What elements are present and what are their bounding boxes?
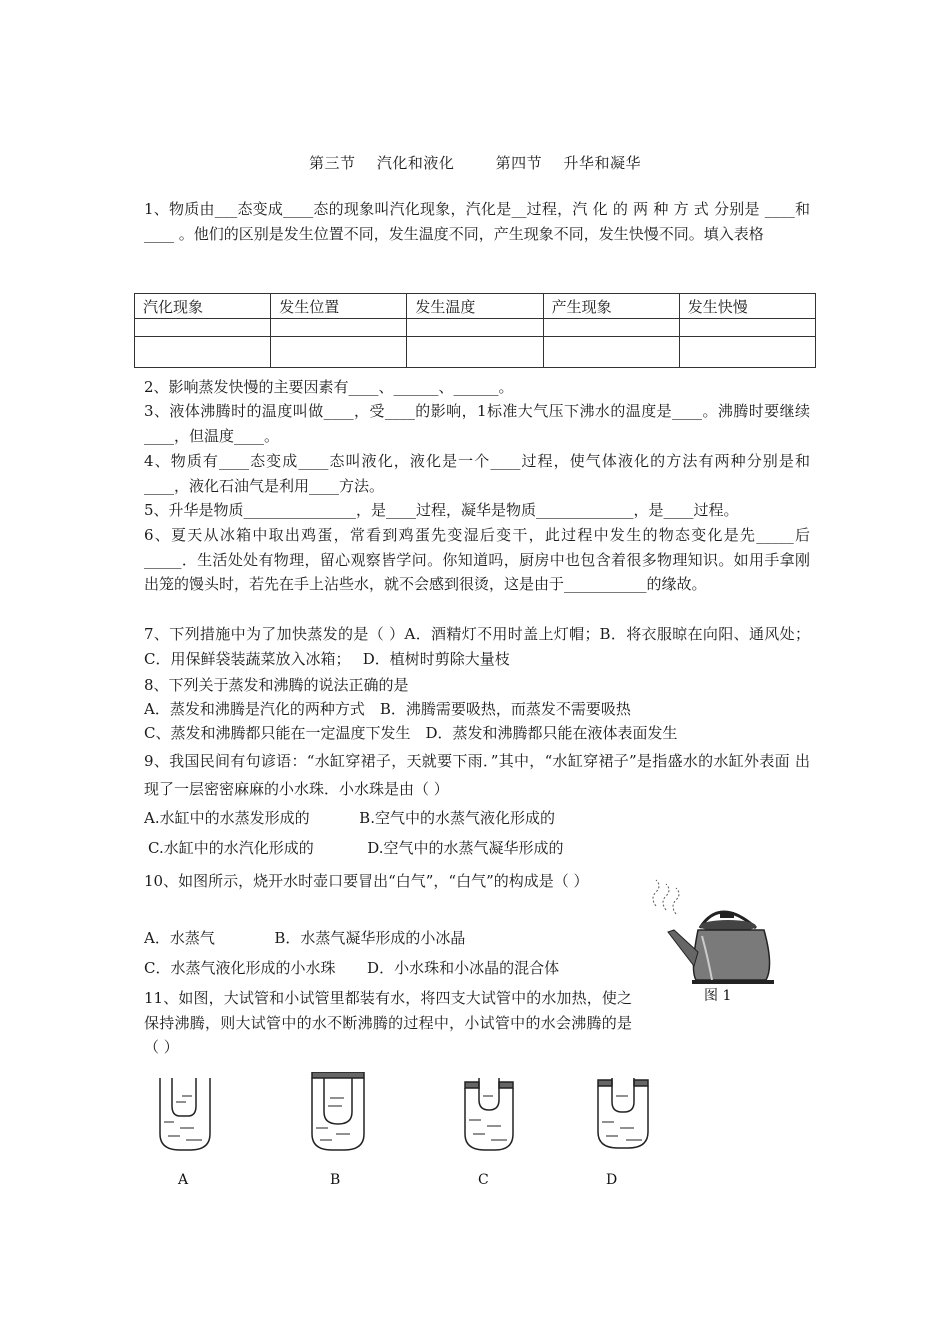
table-cell[interactable] [135, 319, 271, 337]
question-9-options-row1 [144, 806, 810, 830]
question-9-stem: 9、我国民间有句谚语：“水缸穿裙子，天就要下雨．”其中，“水缸穿裙子”是指盛水的水缸外表面 出现了一层密密麻麻的小水珠．小水珠是由（ ） [144, 752, 810, 798]
title-section3: 第三节 [309, 154, 356, 172]
question-6: 6、夏天从冰箱中取出鸡蛋，常看到鸡蛋先变湿后变干，此过程中发生的物态变化是先_____后_____．生活处处有物理，留心观察皆学问。你知道吗，厨房中也包含着很多物理知识。如用手拿刚出笼的馒头时，若先在手上沾些水，就不会感到很烫，这是由于___________的缘故。 [144, 526, 810, 593]
option-b: B．水蒸气凝华形成的小冰晶 [274, 929, 466, 947]
question-1: 1、物质由___态变成____态的现象叫汽化现象，汽化是__过程，汽 化 的 两 种 方 式 分别是 ____和____ 。他们的区别是发生位置不同，发生温度不同，产生现象不同，发生快慢不同。填入表格 [144, 200, 810, 243]
table-cell[interactable] [679, 337, 815, 368]
label-d: D [606, 1172, 618, 1188]
question-5: 5、升华是物质_______________，是____过程，凝华是物质_____________，是____过程。 [144, 501, 739, 519]
option-d: D.空气中的水蒸气凝华形成的 [367, 839, 564, 857]
option-d: D．小水珠和小冰晶的混合体 [367, 959, 560, 977]
table-cell[interactable] [407, 337, 543, 368]
title-topic2: 升华和凝华 [563, 154, 641, 172]
option-a: A.水缸中的水蒸发形成的 [144, 809, 310, 827]
table-header: 发生快慢 [679, 294, 815, 319]
question-11-stem: 11、如图，大试管和小试管里都装有水，将四支大试管中的水加热，使之保持沸腾，则大试管中的水不断沸腾的过程中，小试管中的水会沸腾的是（ ） [144, 989, 632, 1056]
vaporization-table [134, 293, 816, 368]
figure-caption: 图 1 [704, 988, 732, 1004]
option-a: A．水蒸气 [144, 929, 215, 947]
label-c: C [478, 1172, 489, 1188]
apparatus-a [160, 1078, 210, 1150]
title-topic1: 汽化和液化 [376, 154, 455, 172]
question-8-line1: A．蒸发和沸腾是汽化的两种方式 B．沸腾需要吸热，而蒸发不需要吸热 [144, 700, 631, 718]
test-tube-diagrams [150, 1072, 670, 1192]
option-c: C．水蒸气液化形成的小水珠 [144, 959, 336, 977]
kettle-figure [642, 876, 782, 1006]
table-cell[interactable] [543, 319, 679, 337]
question-9-options-row2 [148, 836, 814, 860]
apparatus-c [465, 1078, 513, 1150]
title-section4: 第四节 [495, 154, 543, 172]
table-cell[interactable] [271, 337, 407, 368]
table-header: 发生位置 [271, 294, 407, 319]
page-title [0, 152, 950, 173]
question-3: 3、液体沸腾时的温度叫做____，受____的影响，1标准大气压下沸水的温度是____。沸腾时要继续____，但温度____。 [144, 402, 810, 445]
label-b: B [330, 1172, 341, 1188]
table-cell[interactable] [543, 337, 679, 368]
apparatus-b [312, 1072, 364, 1150]
table-cell[interactable] [407, 319, 543, 337]
question-8-line2: C、蒸发和沸腾都只能在一定温度下发生 D．蒸发和沸腾都只能在液体表面发生 [144, 724, 678, 742]
label-a: A [178, 1172, 189, 1188]
table-header: 发生温度 [407, 294, 543, 319]
apparatus-d [598, 1078, 648, 1148]
question-10-stem: 10、如图所示，烧开水时壶口要冒出“白气”，“白气”的构成是（ ） [144, 872, 589, 890]
question-4: 4、物质有____态变成____态叫液化，液化是一个____过程，使气体液化的方法有两种分别是和____，液化石油气是利用____方法。 [144, 452, 810, 495]
table-cell[interactable] [271, 319, 407, 337]
table-header: 产生现象 [543, 294, 679, 319]
option-b: B.空气中的水蒸气液化形成的 [359, 809, 555, 827]
question-8-stem: 8、下列关于蒸发和沸腾的说法正确的是 [144, 676, 409, 694]
question-7: 7、下列措施中为了加快蒸发的是（ ）A．酒精灯不用时盖上灯帽；B．将衣服晾在向阳、通风处；C．用保鲜袋装蔬菜放入冰箱； D．植树时剪除大量枝 [144, 625, 810, 668]
table-header: 汽化现象 [135, 294, 271, 319]
option-c: C.水缸中的水汽化形成的 [148, 839, 314, 857]
question-2: 2、影响蒸发快慢的主要因素有____、______、______。 [144, 378, 514, 396]
table-cell[interactable] [135, 337, 271, 368]
table-cell[interactable] [679, 319, 815, 337]
